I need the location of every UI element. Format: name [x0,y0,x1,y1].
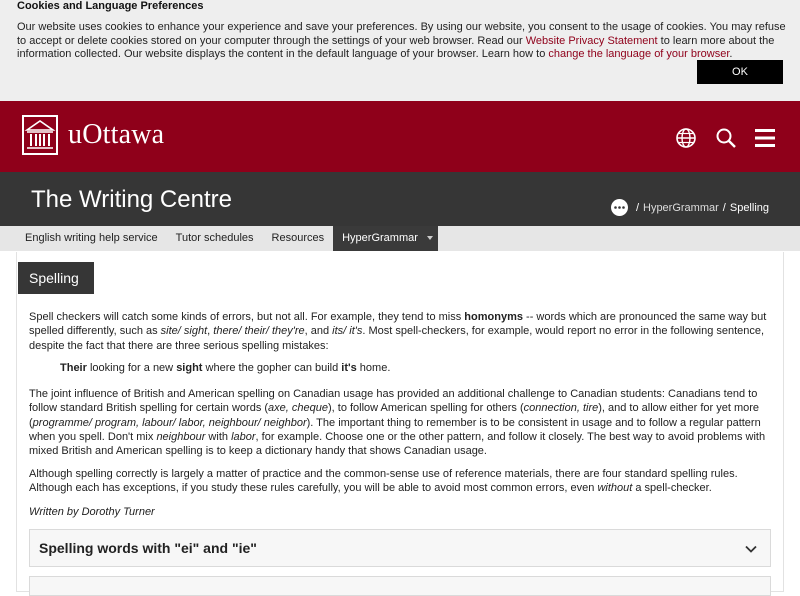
italic-term: labor [231,430,256,443]
cookie-text-3: . [729,48,733,60]
text: The joint influence of British and American spelling on Canadian usage has provided an additional challenge to Canadian students: Canadians tend to follow standard British spelling for certain words ( [29,388,758,415]
text: ), to follow American spelling for others ( [327,402,524,415]
italic-term: there/ their/ they're [213,325,305,338]
section-title-bar [0,172,800,226]
nav-english-writing-help[interactable]: English writing help service [25,232,158,244]
text: , for example. Choose one or the other pattern, and follow it closely. The best way to avoid problems with mixed British and American spelling is to keep a dictionary handy that shows Canadian usage. [29,430,766,458]
menu-icon[interactable] [754,127,776,149]
italic-term: neighbour [156,430,206,443]
text: ). The important thing to remember is to be consistent in usage and to follow a regular pattern when you spell. Don't mix [29,416,761,443]
italic-term: its/ it's [332,325,363,338]
nav-hypergrammar-label: HyperGrammar [342,232,418,244]
author-credit [29,505,781,519]
cookie-text [17,21,787,62]
intro-paragraph [29,310,781,353]
cookie-heading: Cookies and Language Preferences [17,0,204,12]
bold-term: Their [60,362,87,374]
nav-resources[interactable]: Resources [271,232,325,244]
section-tag: Spelling [18,262,94,294]
text: ), and to allow either for yet more ( [29,402,760,429]
text: Although spelling correctly is largely a matter of practice and the common-sense use of reference materials, there are four standard spelling rules. Although each has exceptions, if you study these rules carefully, you will be able to avoid most common errors, even [29,468,738,495]
italic-term: without [597,482,633,495]
nav-tutor-schedules[interactable]: Tutor schedules [175,232,254,244]
nav-hypergrammar[interactable] [333,226,438,251]
search-icon[interactable] [715,127,737,149]
page-title: The Writing Centre [31,186,232,213]
globe-icon[interactable] [675,127,697,149]
privacy-statement-link[interactable]: Website Privacy Statement [525,34,658,47]
breadcrumb-separator: / [722,201,726,214]
chevron-down-icon [744,542,758,556]
cookie-ok-button[interactable]: OK [697,60,783,84]
breadcrumb-hypergrammar[interactable]: HyperGrammar [643,201,719,214]
text: home. [356,362,391,374]
breadcrumb [611,199,769,216]
text: -- words which are pronounced the same way but spelled differently, such as [29,311,767,338]
cookie-text-2: to learn more about the information collected. Our website displays the content in the default language of your browser. Learn how to [17,34,775,60]
bold-term: homonyms [464,311,523,323]
text: a spell-checker. [632,482,712,495]
more-icon[interactable] [611,199,628,216]
text: looking for a new [86,362,177,374]
university-building-icon [22,115,58,155]
british-american-paragraph [29,387,781,458]
accordion-next[interactable] [29,576,771,596]
text: , [207,325,214,338]
accordion-ei-ie[interactable] [29,529,771,567]
author-name: Written by Dorothy Turner [29,506,155,518]
bold-term: sight [176,362,203,374]
italic-term: programme/ program, labour/ labor, neighbour/ neighbor [32,416,307,429]
italic-term: connection, tire [523,402,599,415]
example-sentence [60,362,390,374]
italic-term: axe, cheque [268,402,328,415]
text: with [205,430,232,443]
breadcrumb-spelling: Spelling [729,201,769,214]
uottawa-logo[interactable] [22,115,164,155]
italic-term: site/ sight [160,325,208,338]
site-header [0,101,800,172]
cookie-text-1: Our website uses cookies to enhance your experience and save your preferences. By using our website, you consent to the usage of cookies. You may refuse to accept or delete cookies stored on your computer through the settings of your web browser. Read our [17,21,786,47]
logo-text: uOttawa [68,119,165,150]
caret-down-icon [427,236,433,240]
text: . Most spell-checkers, for example, would report no error in the following sentence, despite the fact that there are three serious spelling mistakes: [29,325,765,352]
bold-term: it's [341,362,357,374]
text: , and [304,325,333,338]
breadcrumb-separator: / [635,201,639,214]
text: Spell checkers will catch some kinds of errors, but not all. For example, they tend to miss [29,311,465,323]
spelling-rules-paragraph [29,467,781,496]
accordion-title: Spelling words with "ei" and "ie" [39,540,257,556]
cookie-banner [0,0,800,101]
change-language-link[interactable]: change the language of your browser [548,48,730,60]
section-nav [0,226,800,251]
text: where the gopher can build [202,362,342,374]
